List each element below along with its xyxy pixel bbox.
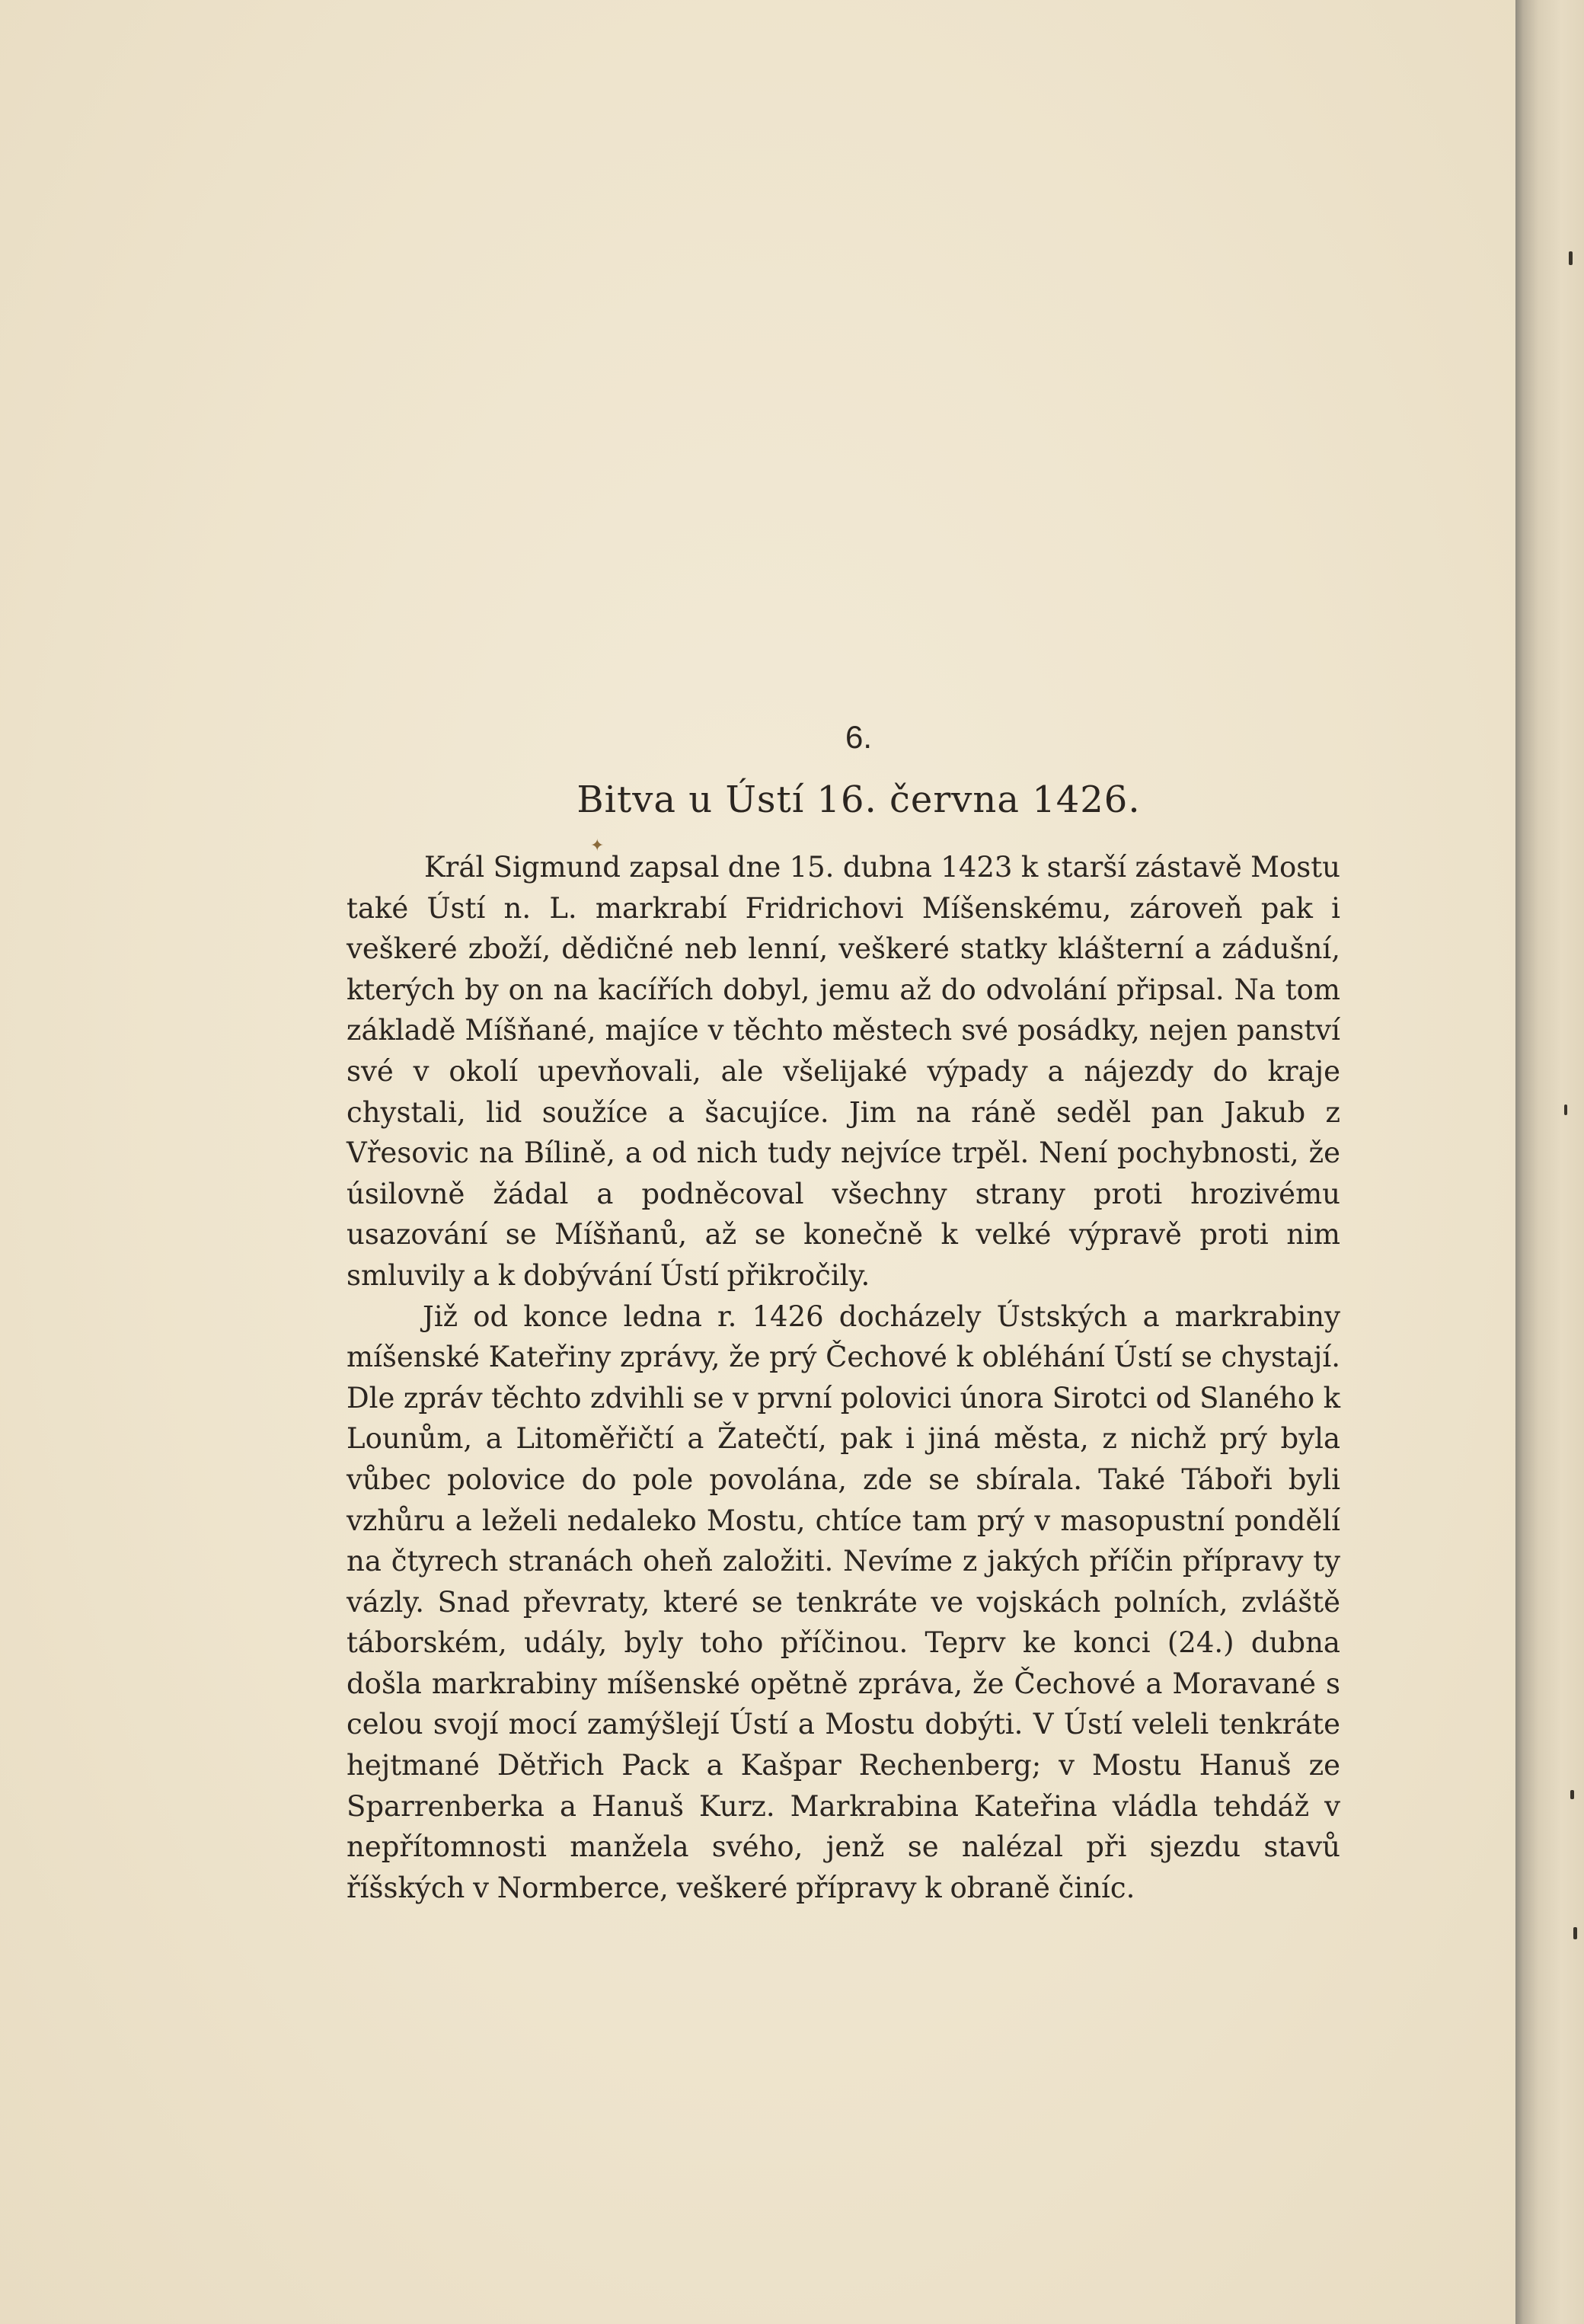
section-number: 6. (845, 719, 873, 755)
page-binding-edge (1515, 0, 1584, 2324)
chapter-title: Bitva u Ústí 16. června 1426. (576, 778, 1141, 821)
paragraph: Již od konce ledna r. 1426 docházely Ústských a markrabiny míšenské Kateřiny zprávy, že prý Čechové k obléhání Ústí se chystají. Dle zpráv těchto zdvihli se v první polovici února Sirotci od Slaného k Lounům, a Litoměřičtí a Žatečtí, pak i jiná města, z nichž prý byla vůbec polovice do pole povolána, zde se sbírala. Také Táboři byli vzhůru a leželi nedaleko Mostu, chtíce tam prý v masopustní pondělí na čtyrech stranách oheň založiti. Nevíme z jakých příčin přípravy ty vázly. Snad převraty, které se tenkráte ve vojskách polních, zvláště táborském, udály, byly toho příčinou. Teprv ke konci (24.) dubna došla markrabiny míšenské opětně zpráva, že Čechové a Moravané s celou svojí mocí zamýšlejí Ústí a Mostu dobýti. V Ústí veleli tenkráte hejtmané Dětřich Pack a Kašpar Rechenberg; v Mostu Hanuš ze Sparrenberka a Hanuš Kurz. Markrabina Kateřina vládla tehdáž v nepřítomnosti manžela svého, jenž se nalézal při sjezdu stavů říšských v Normberce, veškeré přípravy k obraně činíc. (346, 1299, 1340, 1904)
edge-mark (1573, 1927, 1577, 1939)
edge-mark (1569, 251, 1573, 265)
printer-mark-icon: ✦ (590, 836, 605, 855)
edge-mark (1570, 1790, 1574, 1799)
edge-mark (1564, 1104, 1567, 1115)
page-content (346, 716, 1340, 1908)
paragraph: Král Sigmund zapsal dne 15. dubna 1423 k starší zástavě Mostu také Ústí n. L. markrabí Fridrichovi Míšenskému, zároveň pak i veškeré zboží, dědičné neb lenní, veškeré statky klášterní a zádušní, kterých by on na kacířích dobyl, jemu až do odvolání připsal. Na tom základě Míšňané, majíce v těchto městech své posádky, nejen panství své v okolí upevňovali, ale všelijaké výpady a nájezdy do kraje chystali, lid soužíce a šacujíce. Jim na ráně seděl pan Jakub z Vřesovic na Bílině, a od nich tudy nejvíce trpěl. Není pochybnosti, že úsilovně žádal a podněcoval všechny strany proti hrozivému usazování se Míšňanů, až se konečně k velké výpravě proti nim smluvily a k dobývání Ústí přikročily. (346, 851, 1340, 1292)
